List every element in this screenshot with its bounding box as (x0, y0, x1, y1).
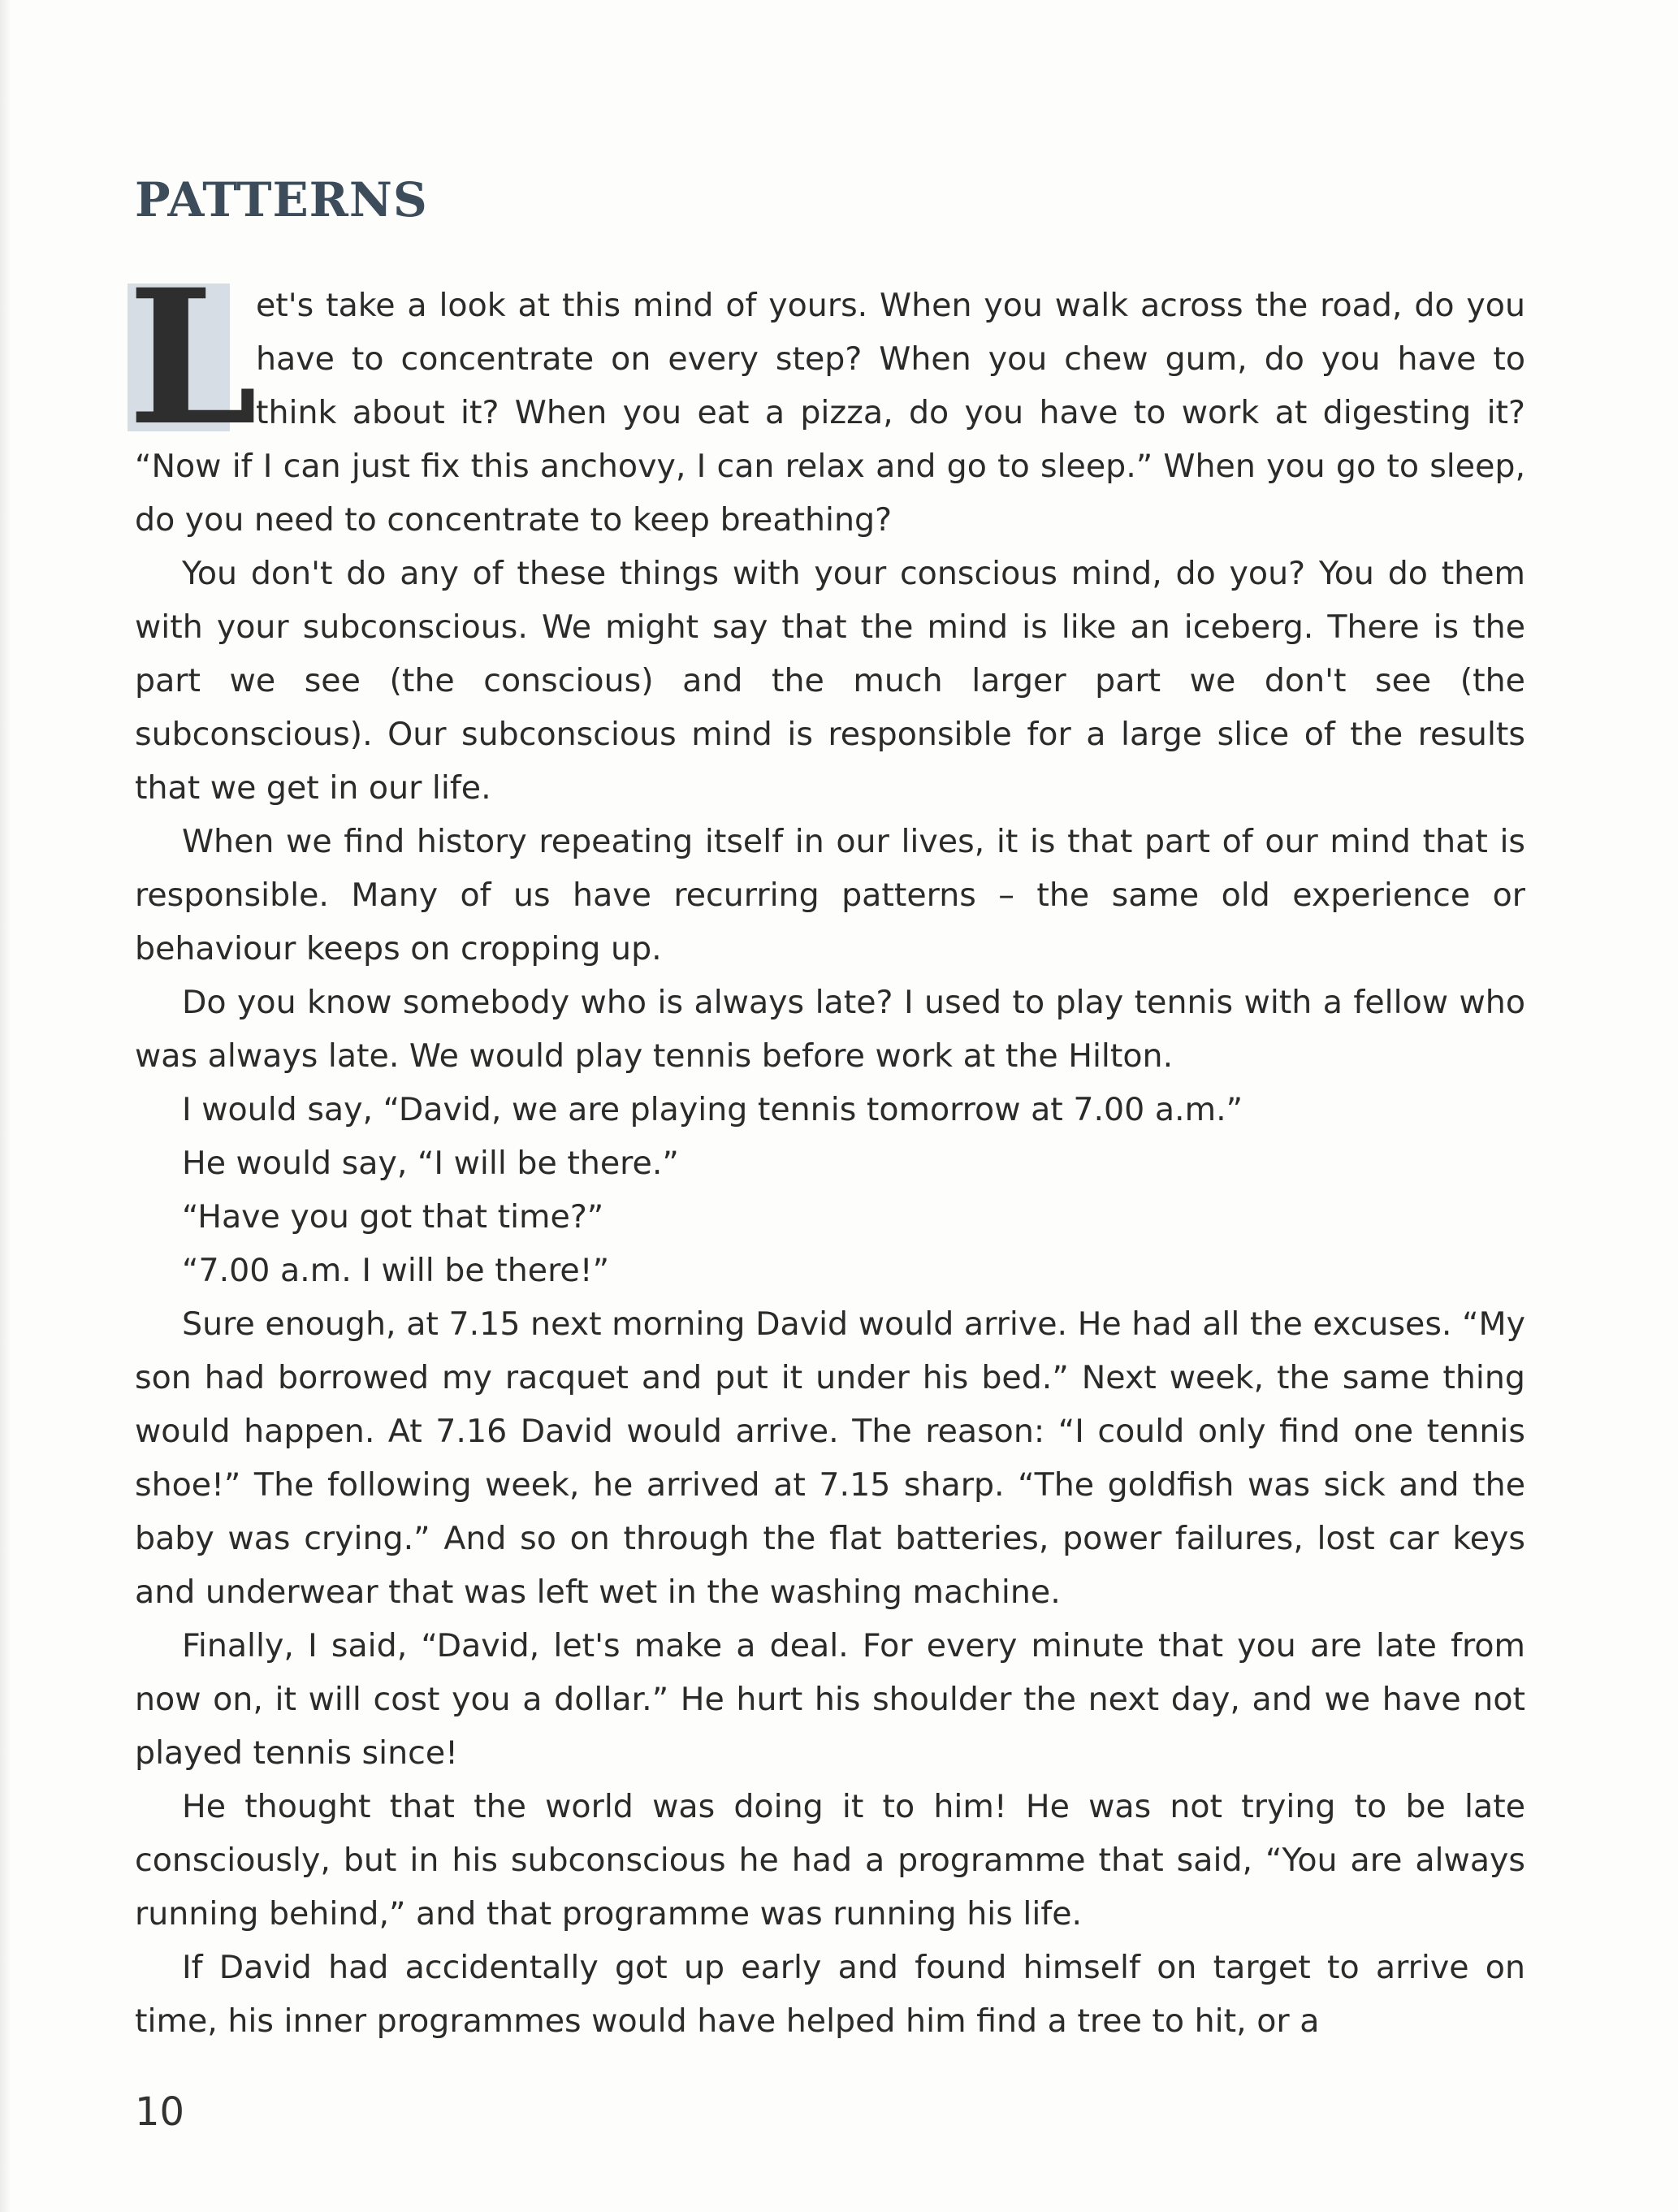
dialogue-line-3: “Have you got that time?” (182, 1198, 604, 1236)
paragraph-5: Sure enough, at 7.15 next morning David would arrive. He had all the excuses. “My son had borrowed my racquet and put it under his bed.” Next week, the same thing would happen. At 7.16 David would arrive. The reason: “I could only find one tennis shoe!” The following week, he arrived at 7.15 sharp. “The goldfish was sick and the baby was crying.” And so on through the flat batteries, power failures, lost car keys and underwear that was left wet in the washing machine. (135, 1305, 1525, 1611)
paragraph-2: You don't do any of these things with your conscious mind, do you? You do them with your subconscious. We might say that the mind is like an iceberg. There is the part we see (the conscious) and the much larger part we don't see (the subconscious). Our subconscious mind is responsible for a large slice of the results that we get in our life. (135, 555, 1525, 807)
dialogue-line-4: “7.00 a.m. I will be there!” (182, 1252, 610, 1289)
paragraph-4: Do you know somebody who is always late? I used to play tennis with a fellow who was always late. We would play tennis before work at the Hilton. (135, 984, 1525, 1075)
body-text (128, 249, 1525, 2048)
page-number: 10 (135, 2089, 185, 2135)
paragraph-7: He thought that the world was doing it to him! He was not trying to be late consciously, but in his subconscious he had a programme that said, “You are always running behind,” and that programme was running his life. (135, 1788, 1525, 1933)
paragraph-1-text: et's take a look at this mind of yours. When you walk across the road, do you have to concentrate on every step? When you chew gum, do you have to think about it? When you eat a pizza, do you have to work at digesting it? “Now if I can just fix this anchovy, I can relax and go to sleep.” When you go to sleep, do you need to concentrate to keep breathing? (135, 287, 1525, 539)
drop-cap (128, 249, 258, 466)
dialogue-line-2: He would say, “I will be there.” (182, 1145, 679, 1182)
paragraph-6: Finally, I said, “David, let's make a deal. For every minute that you are late from now on, it will cost you a dollar.” He hurt his shoulder the next day, and we have not played tennis since! (135, 1627, 1525, 1772)
paragraph-3: When we find history repeating itself in our lives, it is that part of our mind that is responsible. Many of us have recurring patterns – the same old experience or behaviour keeps on cropping up. (135, 823, 1525, 967)
page-edge-shadow (0, 0, 11, 2212)
paragraph-8: If David had accidentally got up early and found himself on target to arrive on time, his inner programmes would have helped him find a tree to hit, or a (135, 1949, 1525, 2040)
paragraph-1 (128, 249, 1525, 547)
drop-cap-letter: L (128, 249, 258, 466)
dialogue-line-1: I would say, “David, we are playing tennis tomorrow at 7.00 a.m.” (182, 1091, 1243, 1128)
chapter-heading: PATTERNS (135, 172, 428, 227)
